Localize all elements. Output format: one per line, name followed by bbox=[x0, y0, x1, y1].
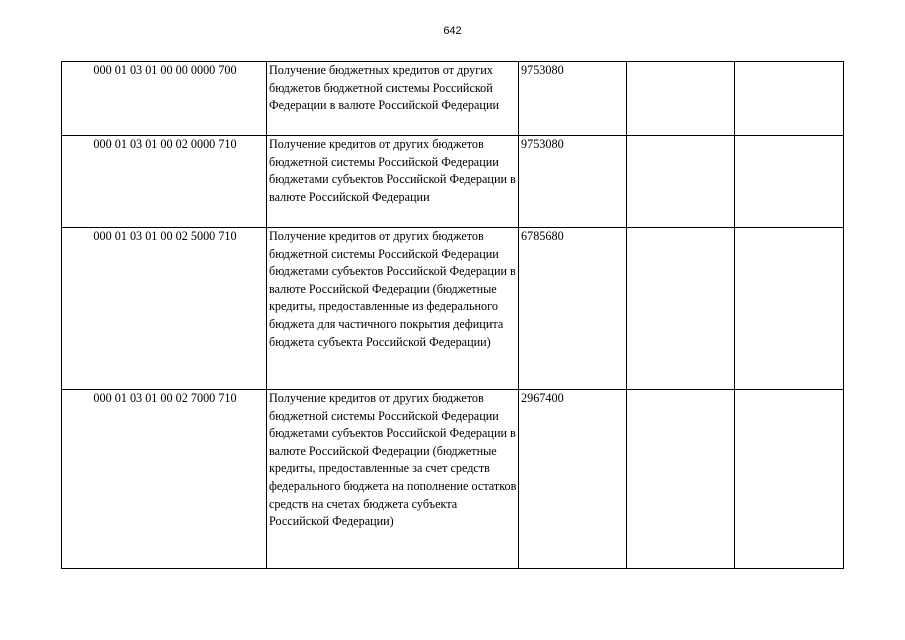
budget-code-cell: 000 01 03 01 00 02 0000 710 bbox=[62, 136, 267, 228]
budget-name-cell: Получение кредитов от других бюджетов бюджетной системы Российской Федерации бюджетами субъектов Российской Федерации в валюте Российской Федерации (бюджетные кредиты, предоставленные за счет средств федерального бюджета на пополнение остатков средств на счетах бюджета субъекта Российской Федерации) bbox=[267, 390, 519, 569]
empty-cell bbox=[735, 228, 844, 390]
empty-cell bbox=[627, 228, 735, 390]
budget-sources-table bbox=[61, 61, 844, 569]
empty-cell bbox=[627, 62, 735, 136]
budget-name-cell: Получение кредитов от других бюджетов бюджетной системы Российской Федерации бюджетами субъектов Российской Федерации в валюте Российской Федерации bbox=[267, 136, 519, 228]
budget-code-cell: 000 01 03 01 00 00 0000 700 bbox=[62, 62, 267, 136]
budget-code-cell: 000 01 03 01 00 02 7000 710 bbox=[62, 390, 267, 569]
amount-cell: 9753080 bbox=[519, 62, 627, 136]
empty-cell bbox=[627, 390, 735, 569]
empty-cell bbox=[735, 136, 844, 228]
budget-code-cell: 000 01 03 01 00 02 5000 710 bbox=[62, 228, 267, 390]
amount-cell: 6785680 bbox=[519, 228, 627, 390]
empty-cell bbox=[735, 62, 844, 136]
table-row bbox=[62, 390, 844, 569]
table-row bbox=[62, 62, 844, 136]
empty-cell bbox=[627, 136, 735, 228]
amount-cell: 2967400 bbox=[519, 390, 627, 569]
amount-cell: 9753080 bbox=[519, 136, 627, 228]
budget-name-cell: Получение кредитов от других бюджетов бюджетной системы Российской Федерации бюджетами субъектов Российской Федерации в валюте Российской Федерации (бюджетные кредиты, предоставленные из федерального бюджета для частичного покрытия дефицита бюджета субъекта Российской Федерации) bbox=[267, 228, 519, 390]
table-row bbox=[62, 136, 844, 228]
empty-cell bbox=[735, 390, 844, 569]
table-row bbox=[62, 228, 844, 390]
page-number: 642 bbox=[443, 25, 462, 37]
budget-name-cell: Получение бюджетных кредитов от других бюджетов бюджетной системы Российской Федерации в валюте Российской Федерации bbox=[267, 62, 519, 136]
